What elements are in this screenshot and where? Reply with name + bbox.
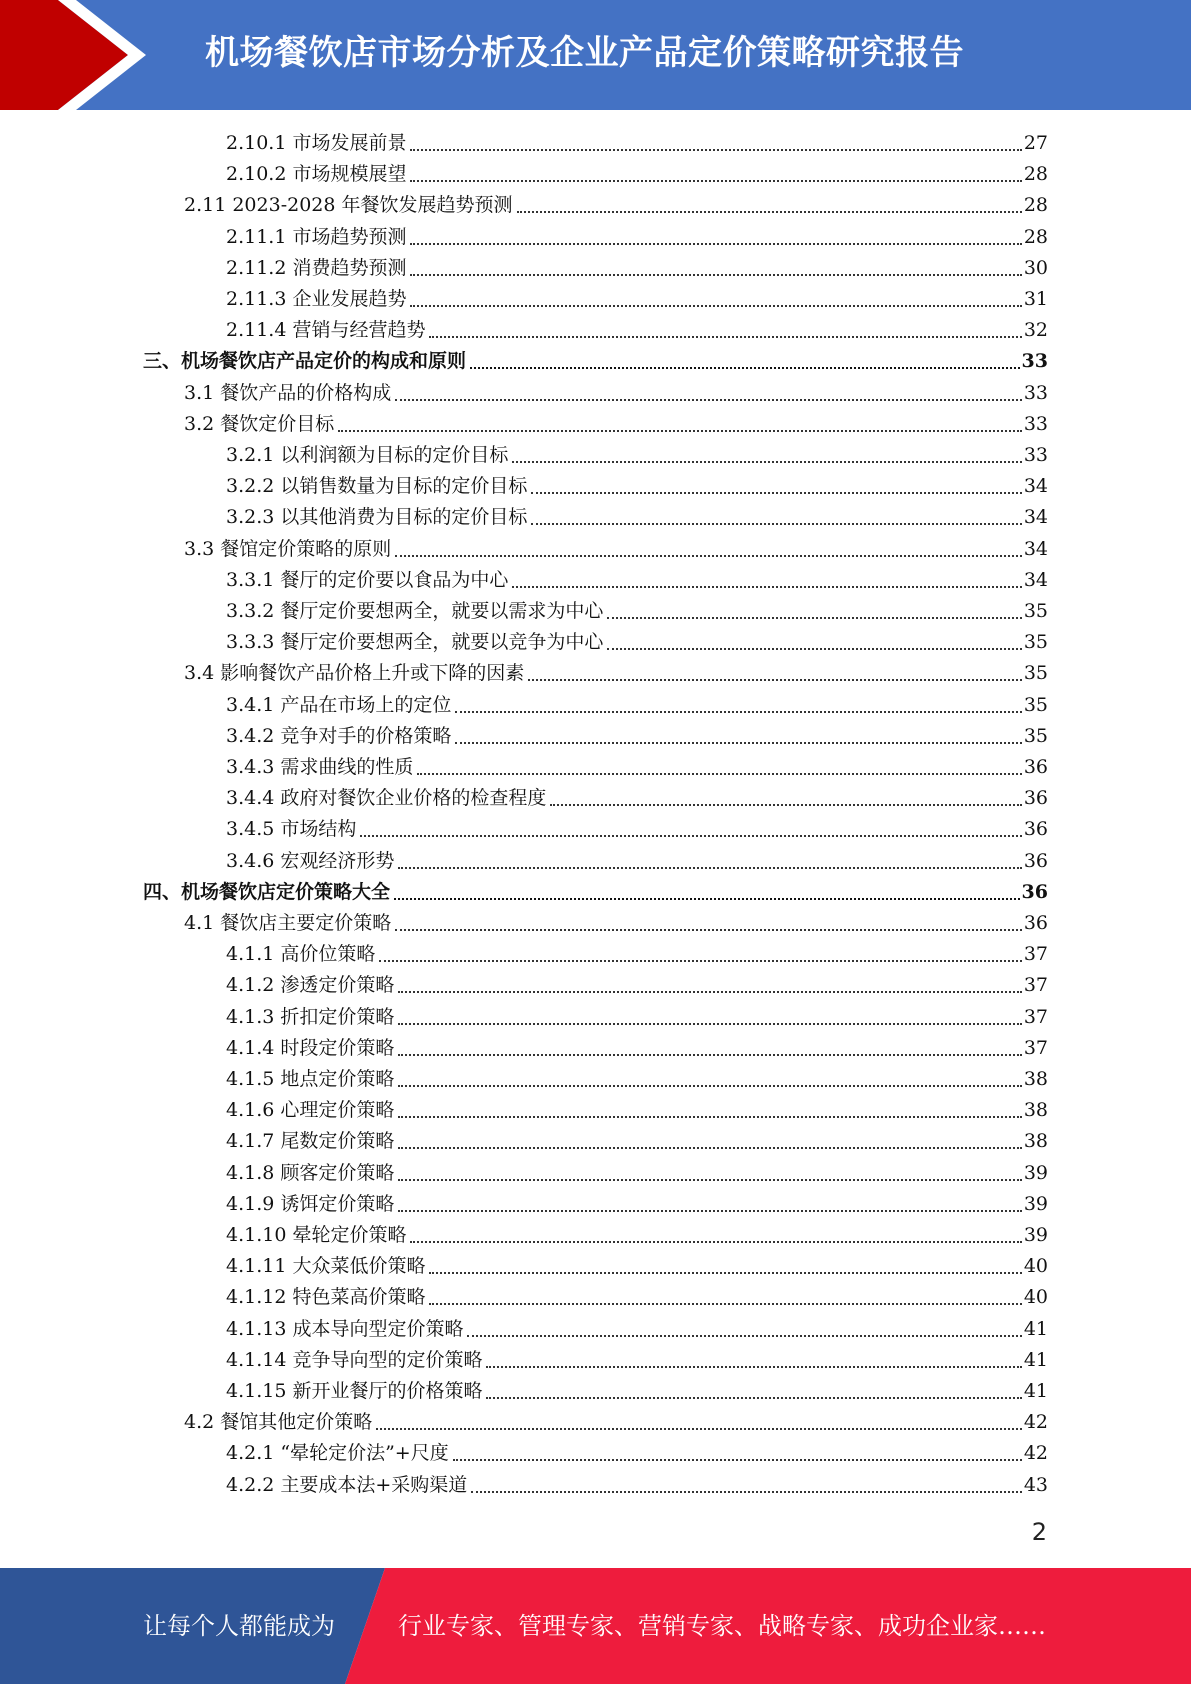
footer-slogan-right: 行业专家、管理专家、营销专家、战略专家、成功企业家…… [398,1612,1046,1640]
toc-dot-leader [470,367,1020,369]
toc-entry-page: 42 [1023,1442,1048,1465]
toc-dot-leader [410,1241,1021,1243]
toc-entry-page: 28 [1023,163,1048,186]
toc-entry-label: 3.4 影响餐饮产品价格上升或下降的因素 [184,662,525,685]
toc-entry[interactable] [226,159,1048,190]
toc-entry[interactable] [184,378,1048,409]
toc-entry-page: 34 [1023,537,1048,560]
toc-entry-page: 35 [1023,693,1048,716]
toc-entry-label: 4.1.3 折扣定价策略 [226,1005,395,1028]
toc-entry-label: 4.1.7 尾数定价策略 [226,1130,395,1153]
toc-entry-page: 35 [1023,724,1048,747]
toc-dot-leader [395,555,1022,557]
toc-entry-label: 4.1.10 晕轮定价策略 [226,1224,407,1246]
toc-entry[interactable] [226,1002,1048,1033]
toc-dot-leader [410,274,1021,276]
toc-entry[interactable] [226,939,1048,970]
toc-entry[interactable] [226,846,1048,877]
toc-dot-leader [395,929,1022,931]
toc-entry-page: 34 [1023,475,1048,498]
toc-dot-leader [398,1023,1021,1025]
toc-entry-label: 3.2.3 以其他消费为目标的定价目标 [226,506,528,529]
toc-entry[interactable] [226,1064,1048,1095]
toc-entry-label: 4.2.2 主要成本法+采购渠道 [226,1473,468,1496]
toc-entry-page: 38 [1023,1068,1048,1090]
toc-entry-page: 37 [1023,974,1048,997]
toc-entry-label: 3.3 餐馆定价策略的原则 [184,537,392,560]
toc-entry[interactable] [226,1189,1048,1220]
toc-entry[interactable] [226,596,1048,627]
toc-entry-page: 35 [1023,600,1048,622]
toc-entry-page: 36 [1021,880,1048,903]
toc-dot-leader [455,742,1021,744]
toc-entry[interactable] [226,970,1048,1001]
toc-entry[interactable] [184,534,1048,565]
toc-dot-leader [486,1366,1021,1368]
toc-entry-page: 35 [1023,631,1048,654]
page-header [0,0,1191,110]
toc-entry[interactable] [226,627,1048,658]
toc-dot-leader [376,1428,1022,1430]
toc-entry-label: 3.3.1 餐厅的定价要以食品为中心 [226,568,509,591]
toc-dot-leader [410,305,1021,307]
toc-entry-label: 2.11 2023-2028 年餐饮发展趋势预测 [184,194,513,217]
toc-dot-leader [429,1272,1021,1274]
toc-entry-page: 40 [1023,1255,1048,1278]
toc-dot-leader [398,1054,1021,1056]
toc-entry-label: 2.11.3 企业发展趋势 [226,288,407,310]
toc-entry-page: 33 [1023,381,1048,404]
toc-entry-label: 4.1.2 渗透定价策略 [226,974,395,997]
page-number: 2 [1031,1518,1047,1546]
toc-entry[interactable] [226,721,1048,752]
toc-entry-page: 37 [1023,1036,1048,1059]
toc-entry-page: 39 [1023,1192,1048,1215]
toc-entry[interactable] [226,1345,1048,1376]
toc-dot-leader [486,1397,1021,1399]
toc-entry-page: 36 [1023,849,1048,872]
page-footer [0,1568,1191,1684]
toc-entry[interactable] [226,315,1048,346]
toc-entry-label: 2.11.1 市场趋势预测 [226,225,407,248]
toc-entry-page: 38 [1023,1099,1048,1122]
toc-entry-page: 34 [1023,568,1048,591]
report-title: 机场餐饮店市场分析及企业产品定价策略研究报告 [205,33,964,73]
toc-dot-leader [512,586,1021,588]
toc-entry-label: 3.4.6 宏观经济形势 [226,849,395,872]
toc-entry-page: 33 [1023,444,1048,466]
toc-entry-page: 39 [1023,1161,1048,1184]
toc-dot-leader [531,492,1021,494]
toc-entry-page: 28 [1023,194,1048,217]
toc-entry-label: 4.1.14 竞争导向型的定价策略 [226,1348,483,1371]
toc-entry-page: 37 [1023,943,1048,966]
toc-entry-page: 32 [1023,319,1048,342]
toc-entry-page: 41 [1023,1380,1048,1402]
toc-dot-leader [410,149,1021,151]
toc-entry-page: 42 [1023,1411,1048,1434]
toc-dot-leader [410,243,1021,245]
toc-entry[interactable] [143,346,1048,377]
toc-entry-label: 2.11.2 消费趋势预测 [226,256,407,279]
toc-entry-page: 27 [1023,132,1048,154]
toc-entry[interactable] [226,128,1048,159]
toc-entry[interactable] [184,190,1048,221]
toc-entry-label: 4.1.1 高价位策略 [226,943,376,966]
toc-entry[interactable] [226,814,1048,845]
toc-dot-leader [398,1147,1021,1149]
toc-entry-label: 2.10.1 市场发展前景 [226,132,407,154]
toc-entry-label: 4.1.8 顾客定价策略 [226,1161,395,1184]
toc-entry[interactable] [226,1251,1048,1282]
toc-entry[interactable] [226,502,1048,533]
toc-entry-label: 3.3.2 餐厅定价要想两全，就要以需求为中心 [226,600,604,622]
toc-entry[interactable] [226,690,1048,721]
toc-entry-label: 4.1 餐饮店主要定价策略 [184,912,392,934]
toc-entry-label: 2.10.2 市场规模展望 [226,163,407,186]
toc-entry[interactable] [143,877,1048,908]
toc-entry[interactable] [226,1282,1048,1313]
toc-dot-leader [360,835,1021,837]
toc-dot-leader [395,399,1022,401]
toc-entry[interactable] [226,253,1048,284]
toc-entry-label: 3.3.3 餐厅定价要想两全，就要以竞争为中心 [226,631,604,654]
toc-entry-page: 36 [1023,818,1048,841]
toc-dot-leader [607,648,1021,650]
toc-dot-leader [398,1085,1021,1087]
toc-dot-leader [398,1210,1021,1212]
toc-dot-leader [453,1459,1022,1461]
toc-entry-label: 三、机场餐饮店产品定价的构成和原则 [143,350,467,373]
toc-entry-page: 35 [1023,662,1048,685]
toc-entry-page: 33 [1021,350,1048,373]
toc-entry-label: 4.1.5 地点定价策略 [226,1068,395,1090]
toc-entry-label: 2.11.4 营销与经营趋势 [226,319,426,342]
toc-entry[interactable] [226,471,1048,502]
toc-entry[interactable] [226,752,1048,783]
toc-dot-leader [528,679,1022,681]
toc-entry-label: 四、机场餐饮店定价策略大全 [143,880,391,903]
toc-entry[interactable] [226,440,1048,471]
toc-dot-leader [394,898,1020,900]
header-arrow-decoration [0,0,170,110]
toc-entry-page: 36 [1023,787,1048,810]
toc-dot-leader [429,1303,1021,1305]
toc-entry-label: 4.1.15 新开业餐厅的价格策略 [226,1380,483,1402]
toc-entry-label: 3.4.1 产品在市场上的定位 [226,693,452,716]
toc-entry-label: 3.4.2 竞争对手的价格策略 [226,724,452,747]
footer-slogan-left: 让每个人都能成为 [143,1612,335,1640]
toc-entry-page: 38 [1023,1130,1048,1153]
toc-entry-page: 41 [1023,1317,1048,1340]
toc-entry[interactable] [226,1158,1048,1189]
toc-entry-label: 3.4.3 需求曲线的性质 [226,756,414,778]
toc-entry[interactable] [226,1376,1048,1407]
toc-entry-page: 41 [1023,1348,1048,1371]
toc-entry[interactable] [226,1033,1048,1064]
toc-dot-leader [429,336,1021,338]
toc-dot-leader [338,430,1022,432]
toc-dot-leader [398,1116,1021,1118]
toc-entry-label: 4.1.9 诱饵定价策略 [226,1192,395,1215]
toc-dot-leader [398,867,1021,869]
toc-entry-label: 4.2.1 “晕轮定价法”+尺度 [226,1442,449,1465]
toc-entry-label: 3.2 餐饮定价目标 [184,412,335,435]
toc-entry-page: 36 [1023,912,1048,934]
toc-entry-page: 34 [1023,506,1048,529]
toc-entry[interactable] [226,1438,1048,1469]
toc-entry-label: 3.2.1 以利润额为目标的定价目标 [226,444,509,466]
toc-entry-label: 4.1.11 大众菜低价策略 [226,1255,426,1278]
toc-entry-page: 43 [1023,1473,1048,1496]
toc-entry[interactable] [226,1095,1048,1126]
toc-dot-leader [517,211,1022,213]
toc-entry-page: 30 [1023,256,1048,279]
toc-dot-leader [512,461,1021,463]
toc-entry-label: 3.2.2 以销售数量为目标的定价目标 [226,475,528,498]
toc-entry-page: 40 [1023,1286,1048,1309]
toc-entry[interactable] [184,908,1048,939]
toc-entry[interactable] [226,1126,1048,1157]
toc-entry[interactable] [226,222,1048,253]
toc-entry-page: 28 [1023,225,1048,248]
toc-entry[interactable] [226,1314,1048,1345]
toc-entry[interactable] [226,1470,1048,1501]
toc-dot-leader [455,711,1021,713]
toc-entry-label: 4.1.6 心理定价策略 [226,1099,395,1122]
toc-entry-page: 31 [1023,288,1048,310]
toc-dot-leader [550,804,1021,806]
toc-dot-leader [398,1179,1021,1181]
toc-entry[interactable] [184,658,1048,689]
toc-entry[interactable] [184,409,1048,440]
toc-entry-label: 4.1.4 时段定价策略 [226,1036,395,1059]
toc-dot-leader [417,773,1021,775]
toc-dot-leader [531,523,1021,525]
toc-dot-leader [467,1335,1021,1337]
toc-dot-leader [471,1491,1022,1493]
toc-entry-label: 4.2 餐馆其他定价策略 [184,1411,373,1434]
toc-entry[interactable] [226,284,1048,315]
toc-entry[interactable] [184,1407,1048,1438]
toc-entry-label: 3.4.4 政府对餐饮企业价格的检查程度 [226,787,547,810]
toc-dot-leader [379,960,1021,962]
toc-entry-page: 33 [1023,412,1048,435]
toc-entry-label: 3.1 餐饮产品的价格构成 [184,381,392,404]
toc-entry-label: 4.1.13 成本导向型定价策略 [226,1317,464,1340]
toc-dot-leader [607,617,1021,619]
toc-entry[interactable] [226,565,1048,596]
toc-entry-label: 4.1.12 特色菜高价策略 [226,1286,426,1309]
toc-dot-leader [410,180,1021,182]
toc-entry[interactable] [226,1220,1048,1251]
toc-entry[interactable] [226,783,1048,814]
toc-entry-page: 37 [1023,1005,1048,1028]
toc-entry-page: 36 [1023,756,1048,778]
toc-dot-leader [398,991,1021,993]
toc-entry-label: 3.4.5 市场结构 [226,818,357,841]
toc-entry-page: 39 [1023,1224,1048,1246]
